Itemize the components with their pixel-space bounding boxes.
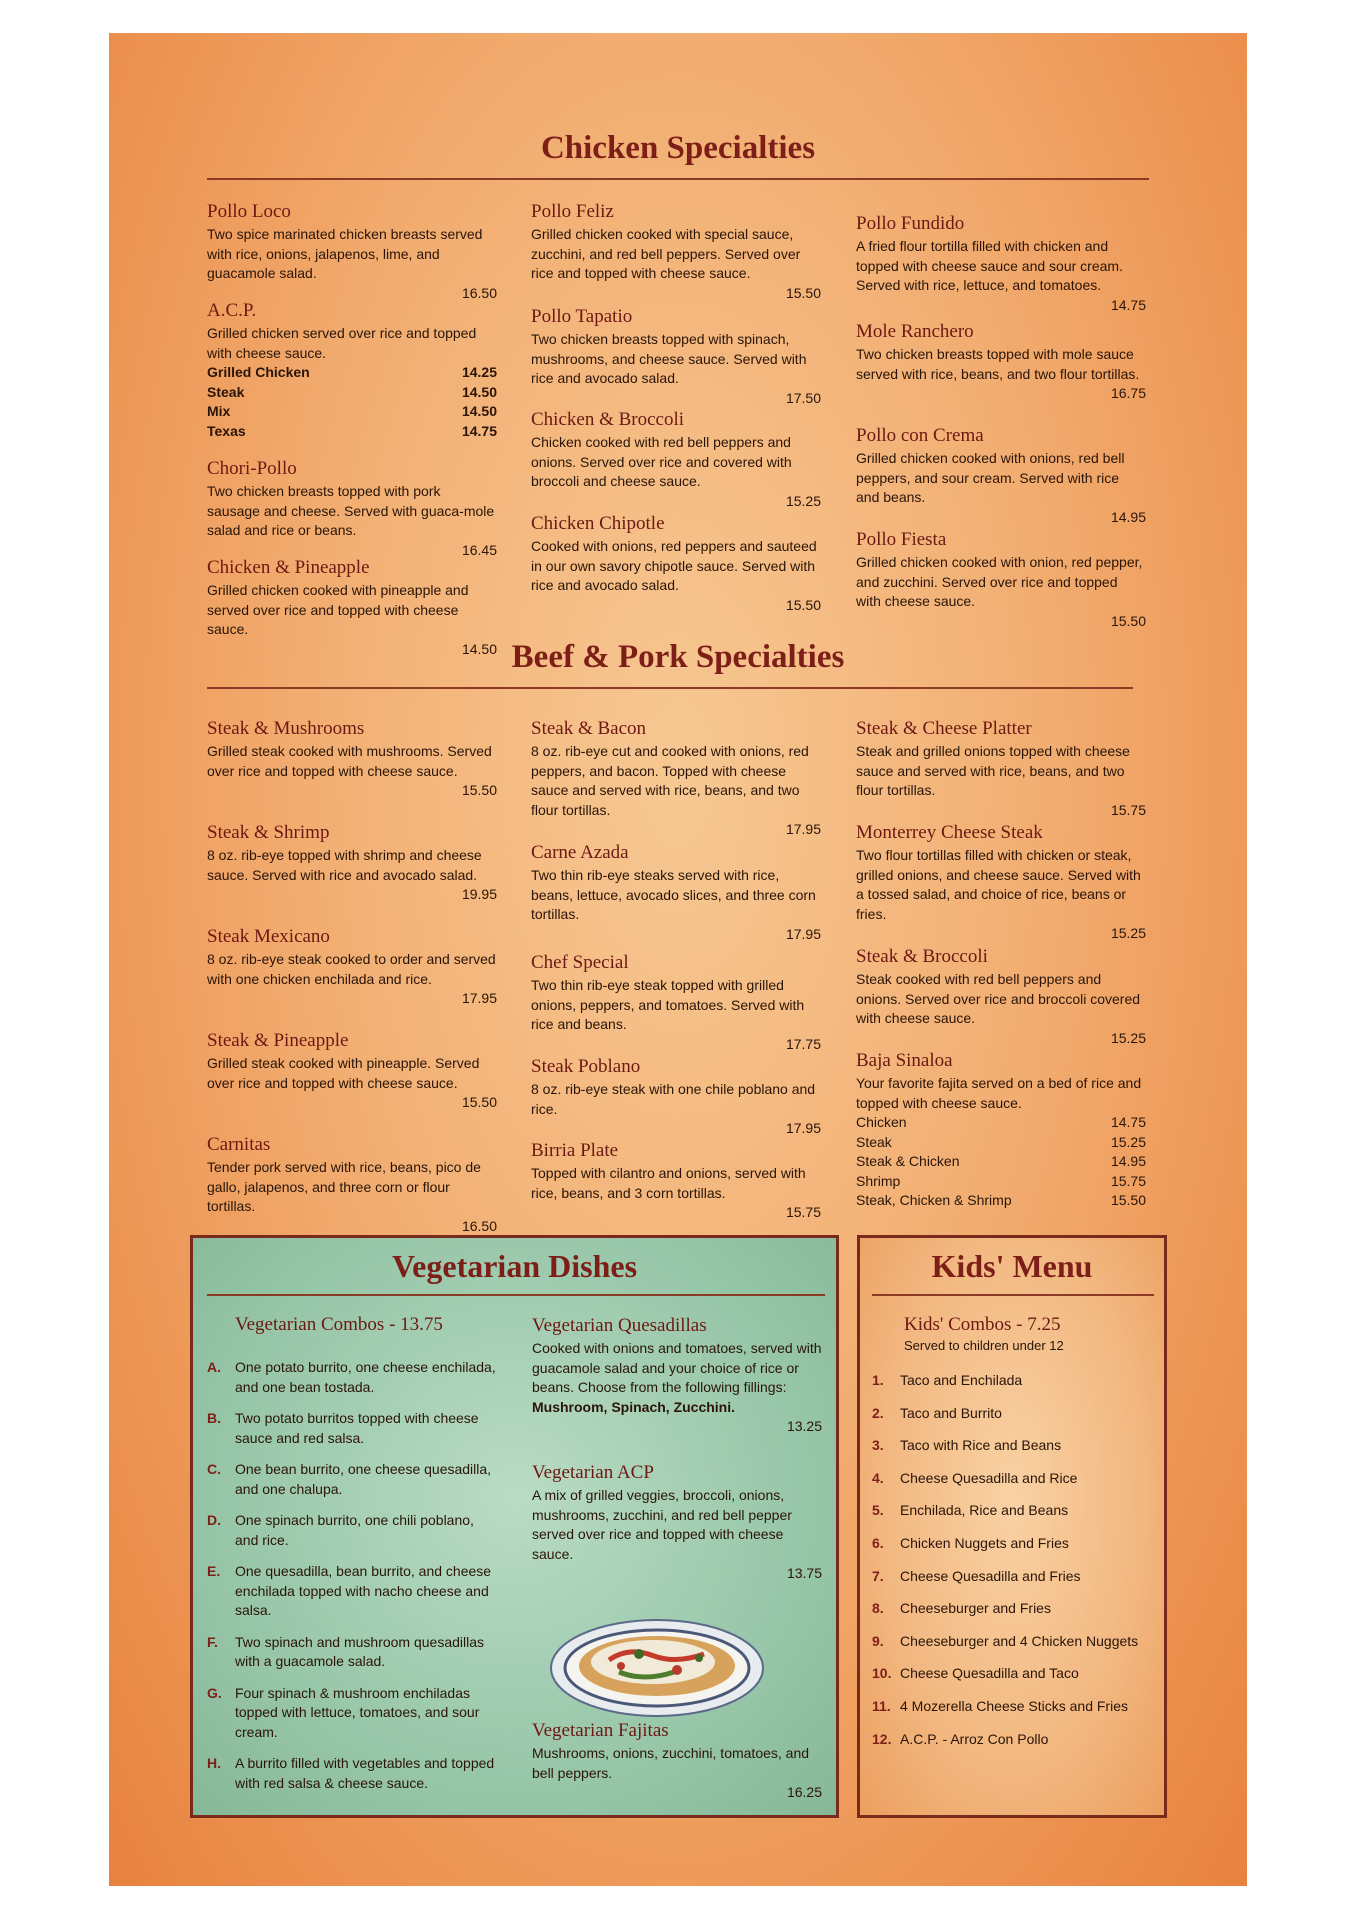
menu-item — [531, 1055, 821, 1139]
item-name: Pollo Feliz — [531, 201, 614, 222]
veg-title-rule — [207, 1294, 825, 1296]
item-price: 14.75 — [1110, 296, 1146, 313]
item-price: 13.25 — [786, 1418, 822, 1434]
menu-item — [207, 925, 497, 1009]
item-price: 15.50 — [461, 782, 497, 798]
item-name: Baja Sinaloa — [856, 1050, 953, 1071]
item-name: Steak & Mushrooms — [207, 718, 365, 739]
item-price: 16.45 — [461, 541, 497, 558]
item-name: Steak & Broccoli — [856, 946, 988, 967]
menu-item — [856, 1049, 1146, 1211]
kids-title-rule — [872, 1294, 1154, 1296]
item-name: Pollo Fundido — [856, 213, 965, 234]
list-item: E. One quesadilla, bean burrito, and cheese enchilada topped with nacho cheese and salsa. — [207, 1563, 492, 1618]
chicken-title-rule — [207, 178, 1149, 180]
item-price: 14.50 — [461, 640, 497, 657]
item-name: Chicken & Pineapple — [207, 557, 370, 578]
list-item: 6. Chicken Nuggets and Fries — [872, 1534, 1069, 1551]
item-desc: Steak cooked with red bell peppers and onions. Served over rice and broccoli covered with cheese sauce. — [856, 971, 1141, 1026]
list-item: D. One spinach burrito, one chili poblano, and rice. — [207, 1512, 474, 1548]
menu-item — [532, 1719, 822, 1803]
item-price: 19.95 — [461, 886, 497, 902]
item-name: Pollo Fiesta — [856, 529, 947, 550]
item-name: Vegetarian Quesadillas — [532, 1315, 707, 1336]
menu-item — [532, 1314, 822, 1437]
item-desc: Two thin rib-eye steak topped with grilled onions, peppers, and tomatoes. Served with rice and beans. — [531, 977, 805, 1032]
list-item: 10. Cheese Quesadilla and Taco — [872, 1665, 1079, 1682]
price-option: Chicken 14.75 — [856, 1114, 1146, 1130]
item-name: Carne Azada — [531, 842, 629, 863]
item-desc: Topped with cilantro and onions, served with rice, beans, and 3 corn tortillas. — [531, 1165, 806, 1201]
menu-item — [207, 457, 497, 560]
item-desc: Grilled chicken cooked with onions, red bell peppers, and sour cream. Served with rice and beans. — [856, 450, 1125, 505]
item-desc: Grilled chicken cooked with pineapple and served over rice and topped with cheese sauce. — [207, 582, 469, 637]
item-desc: 8 oz. rib-eye steak cooked to order and served with one chicken enchilada and rice. — [207, 951, 496, 987]
item-name: Chef Special — [531, 952, 629, 973]
item-name: Chicken Chipotle — [531, 513, 665, 534]
item-desc: Grilled steak cooked with pineapple. Served over rice and topped with cheese sauce. — [207, 1055, 480, 1091]
price-option: Steak & Chicken 14.95 — [856, 1153, 1146, 1169]
menu-item — [856, 528, 1146, 631]
list-item: 4. Cheese Quesadilla and Rice — [872, 1469, 1078, 1486]
item-desc: Two chicken breasts topped with pork sausage and cheese. Served with guaca-mole salad and rice or beans. — [207, 483, 495, 538]
item-price: 16.25 — [786, 1784, 822, 1800]
menu-item — [531, 1139, 821, 1223]
menu-item — [207, 717, 497, 801]
item-price: 15.25 — [1110, 1029, 1146, 1046]
list-item: A. One potato burrito, one cheese enchilada, and one bean tostada. — [207, 1359, 496, 1395]
item-desc: Cooked with onions, red peppers and sauteed in our own savory chipotle sauce. Served with rice and avocado salad. — [531, 538, 817, 593]
menu-item — [207, 1133, 497, 1236]
item-name: Steak & Cheese Platter — [856, 718, 1032, 739]
item-price: 14.95 — [1110, 508, 1146, 525]
item-price: 16.50 — [461, 1217, 497, 1234]
item-price: 15.50 — [785, 284, 821, 301]
item-name: Mole Ranchero — [856, 321, 974, 342]
item-price: 13.75 — [786, 1565, 822, 1581]
item-desc: Grilled chicken cooked with onion, red pepper, and zucchini. Served over rice and topped with cheese sauce. — [856, 554, 1143, 609]
menu-item — [856, 212, 1146, 315]
item-price: 15.25 — [1110, 925, 1146, 941]
item-desc: 8 oz. rib-eye steak with one chile poblano and rice. — [531, 1081, 816, 1117]
veg-combos-list — [207, 1358, 497, 1805]
list-item: 1. Taco and Enchilada — [872, 1372, 1023, 1388]
list-item: 7. Cheese Quesadilla and Fries — [872, 1567, 1081, 1584]
menu-item — [531, 841, 821, 944]
price-option: Steak, Chicken & Shrimp 15.50 — [856, 1192, 1146, 1208]
item-price: 16.75 — [1110, 385, 1146, 401]
item-name: Steak & Bacon — [531, 718, 647, 739]
item-fillings: Mushroom, Spinach, Zucchini. — [532, 1398, 736, 1415]
list-item: 11. 4 Mozerella Cheese Sticks and Fries — [872, 1697, 1128, 1714]
item-price: 15.75 — [1110, 801, 1146, 818]
list-item: 9. Cheeseburger and 4 Chicken Nuggets — [872, 1632, 1139, 1649]
list-item: F. Two spinach and mushroom quesadillas with a guacamole salad. — [207, 1633, 485, 1669]
menu-item — [856, 821, 1146, 944]
item-price: 15.50 — [1110, 612, 1146, 629]
list-item: H. A burrito filled with vegetables and topped with red salsa & cheese sauce. — [207, 1755, 495, 1791]
menu-item — [531, 200, 821, 303]
menu-item — [531, 408, 821, 511]
beef-title-rule — [207, 687, 1133, 689]
menu-item — [856, 320, 1146, 404]
item-name: Pollo Tapatio — [531, 306, 633, 327]
menu-page — [109, 33, 1247, 1886]
kids-menu-box — [857, 1235, 1167, 1818]
item-desc: Cooked with onions and tomatoes, served with guacamole salad and your choice of rice or beans. Choose from the following fillings: — [532, 1340, 822, 1395]
item-price: 17.95 — [461, 990, 497, 1006]
item-desc: Two thin rib-eye steaks served with rice, beans, lettuce, avocado slices, and three corn tortillas. — [531, 867, 816, 922]
item-name: Monterrey Cheese Steak — [856, 822, 1043, 843]
menu-item — [531, 717, 821, 840]
item-price: 17.95 — [785, 925, 821, 942]
item-desc: Steak and grilled onions topped with cheese sauce and served with rice, beans, and two flour tortillas. — [856, 743, 1130, 798]
menu-item — [531, 512, 821, 615]
item-desc: Chicken cooked with red bell peppers and onions. Served over rice and covered with broccoli and cheese sauce. — [531, 434, 792, 489]
item-name: Vegetarian Fajitas — [532, 1720, 669, 1741]
item-price: 17.50 — [785, 389, 821, 406]
item-name: Steak Poblano — [531, 1056, 641, 1077]
item-name: Vegetarian ACP — [532, 1462, 654, 1483]
item-name: Pollo con Crema — [856, 425, 984, 446]
item-price: 17.75 — [785, 1035, 821, 1052]
menu-item — [207, 1029, 497, 1113]
price-option: Mix 14.50 — [207, 403, 497, 419]
food-plate-image — [549, 1610, 765, 1720]
item-desc: 8 oz. rib-eye cut and cooked with onions, red peppers, and bacon. Topped with cheese sauce and served with rice, beans, and two flour tortillas. — [531, 743, 809, 818]
kids-items-list — [872, 1372, 1168, 1763]
item-name: Carnitas — [207, 1134, 271, 1155]
item-desc: Two flour tortillas filled with chicken or steak, grilled onions, and cheese sauce. Served with a tossed salad, and choice of rice, beans or fries. — [856, 847, 1141, 922]
price-option: Shrimp 15.75 — [856, 1172, 1146, 1189]
menu-item — [207, 821, 497, 905]
menu-item — [207, 200, 497, 303]
list-item: 5. Enchilada, Rice and Beans — [872, 1502, 1069, 1519]
item-name: Birria Plate — [531, 1140, 619, 1161]
list-item: G. Four spinach & mushroom enchiladas topped with lettuce, tomatoes, and sour cream. — [207, 1684, 480, 1740]
chicken-section-title: Chicken Specialties — [540, 130, 816, 166]
item-desc: A mix of grilled veggies, broccoli, onions, mushrooms, zucchini, and red bell pepper served over rice and topped with cheese sauce. — [532, 1487, 792, 1562]
kids-section-title: Kids' Menu — [931, 1248, 1093, 1284]
item-price: 17.95 — [785, 821, 821, 837]
list-item: B. Two potato burritos topped with cheese sauce and red salsa. — [207, 1410, 479, 1446]
list-item: 8. Cheeseburger and Fries — [872, 1600, 1051, 1617]
kids-subtitle: Served to children under 12 — [904, 1338, 1064, 1353]
list-item: 2. Taco and Burrito — [872, 1404, 1002, 1421]
item-price: 15.50 — [785, 596, 821, 613]
menu-item — [531, 305, 821, 408]
item-price: 16.50 — [461, 284, 497, 301]
item-desc: Mushrooms, onions, zucchini, tomatoes, and bell peppers. — [532, 1745, 810, 1781]
item-desc: Grilled chicken cooked with special sauce, zucchini, and red bell peppers. Served over rice and topped with cheese sauce. — [531, 226, 801, 281]
menu-item — [207, 299, 497, 441]
item-desc: Two chicken breasts topped with mole sauce served with rice, beans, and two flour tortillas. — [856, 346, 1140, 382]
item-desc: 8 oz. rib-eye topped with shrimp and cheese sauce. Served with rice and avocado salad. — [207, 847, 482, 883]
menu-item — [856, 424, 1146, 527]
item-price: 15.50 — [461, 1094, 497, 1110]
menu-item — [531, 951, 821, 1054]
item-desc: Grilled chicken served over rice and topped with cheese sauce. — [207, 325, 477, 361]
item-desc: Grilled steak cooked with mushrooms. Served over rice and topped with cheese sauce. — [207, 743, 492, 779]
item-price: 17.95 — [785, 1120, 821, 1136]
veg-combos-title: Vegetarian Combos - 13.75 — [235, 1314, 443, 1335]
vegetarian-box — [190, 1235, 839, 1818]
item-desc: Two spice marinated chicken breasts served with rice, onions, jalapenos, lime, and guacamole salad. — [207, 226, 483, 281]
price-option: Grilled Chicken 14.25 — [207, 364, 497, 380]
menu-item — [856, 945, 1146, 1048]
item-price: 15.75 — [785, 1204, 821, 1220]
item-desc: Two chicken breasts topped with spinach, mushrooms, and cheese sauce. Served with rice and avocado salad. — [531, 331, 807, 386]
item-desc: Your favorite fajita served on a bed of rice and topped with cheese sauce. — [856, 1075, 1142, 1111]
list-item: C. One bean burrito, one cheese quesadilla, and one chalupa. — [207, 1461, 492, 1497]
price-option: Steak 14.50 — [207, 383, 497, 400]
veg-section-title: Vegetarian Dishes — [391, 1248, 638, 1284]
item-price: 15.25 — [785, 492, 821, 509]
item-name: Pollo Loco — [207, 201, 291, 222]
kids-combos-title: Kids' Combos - 7.25 — [904, 1314, 1061, 1335]
item-desc: Tender pork served with rice, beans, pico de gallo, jalapenos, and three corn or flour tortillas. — [207, 1159, 481, 1214]
list-item: 12. A.C.P. - Arroz Con Pollo — [872, 1730, 1049, 1747]
item-name: A.C.P. — [207, 300, 257, 321]
menu-item — [856, 717, 1146, 820]
price-option: Steak 15.25 — [856, 1133, 1146, 1150]
list-item: 3. Taco with Rice and Beans — [872, 1437, 1062, 1454]
item-name: Chori-Pollo — [207, 458, 297, 479]
item-desc: A fried flour tortilla filled with chicken and topped with cheese sauce and sour cream. Served with rice, lettuce, and tomatoes. — [856, 238, 1123, 293]
price-option: Texas 14.75 — [207, 422, 497, 439]
item-name: Steak & Shrimp — [207, 822, 330, 843]
menu-item — [532, 1461, 822, 1584]
item-name: Chicken & Broccoli — [531, 409, 685, 430]
item-name: Steak Mexicano — [207, 926, 330, 947]
item-name: Steak & Pineapple — [207, 1030, 349, 1051]
beef-section-title: Beef & Pork Specialties — [511, 639, 845, 675]
